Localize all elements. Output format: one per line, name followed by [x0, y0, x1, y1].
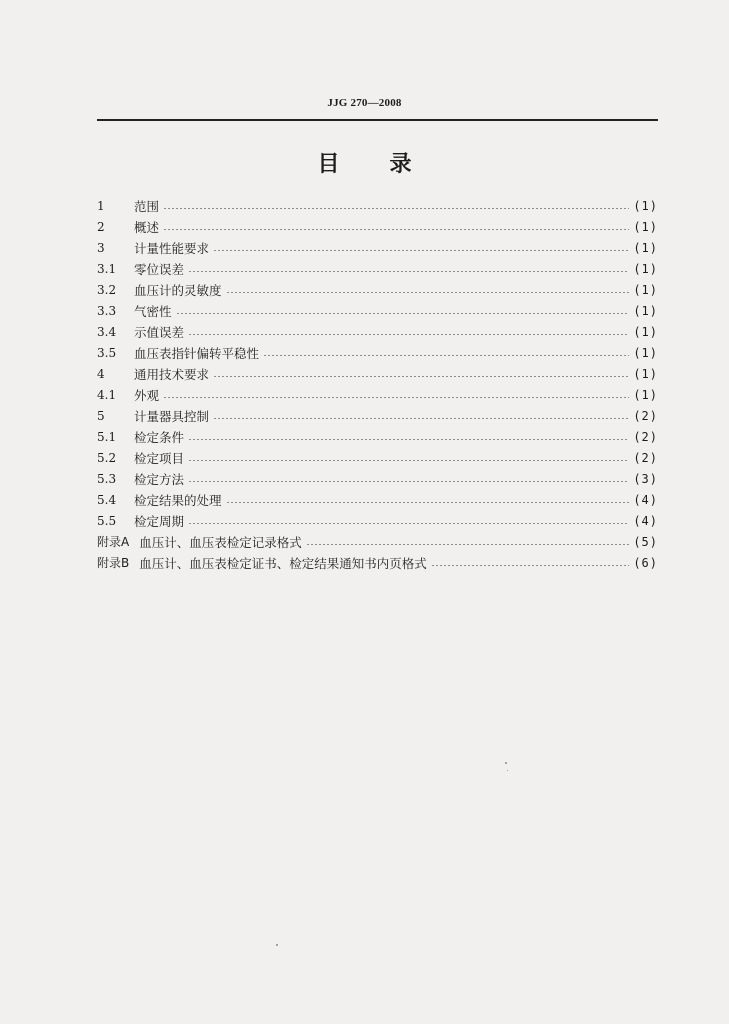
toc-entry-number: 5.2	[97, 450, 117, 465]
toc-entry-title: 气密性	[134, 303, 172, 319]
toc-entry[interactable]	[97, 405, 658, 426]
toc-entry-title: 概述	[134, 219, 160, 235]
toc-entry[interactable]	[97, 447, 658, 468]
toc-entry-page: (1)	[633, 219, 658, 234]
toc-entry-number: 4	[97, 366, 105, 381]
toc-entry-title: 检定周期	[134, 513, 185, 529]
toc-entry-title: 血压计的灵敏度	[134, 282, 222, 298]
toc-leader-dots	[188, 439, 629, 440]
toc-entry-page: (1)	[633, 366, 658, 381]
toc-entry-title: 零位误差	[134, 261, 185, 277]
toc-entry-page: (1)	[633, 303, 658, 318]
toc-entry-page: (2)	[633, 408, 658, 423]
toc-entry[interactable]	[97, 342, 658, 363]
toc-leader-dots	[188, 334, 629, 335]
toc-entry-number: 3	[97, 240, 105, 255]
toc-leader-dots	[431, 565, 630, 566]
document-code: JJG 270—2008	[327, 97, 402, 109]
scan-speck	[276, 944, 278, 946]
toc-entry-page: (1)	[633, 240, 658, 255]
toc-entry-title: 计量器具控制	[134, 408, 210, 424]
toc-appendix-entry[interactable]	[97, 531, 658, 552]
toc-entry-number: 3.3	[97, 303, 117, 318]
toc-entry-number: 5	[97, 408, 105, 423]
toc-entry-page: (1)	[633, 324, 658, 339]
toc-appendix-page: (6)	[633, 555, 658, 570]
toc-leader-dots	[306, 544, 630, 545]
toc-entry[interactable]	[97, 468, 658, 489]
toc-entry-title: 检定结果的处理	[134, 492, 222, 508]
toc-entry-page: (2)	[633, 429, 658, 444]
toc-appendix-number: 附录A	[97, 535, 130, 549]
toc-appendix-number: 附录B	[97, 556, 130, 570]
toc-entry[interactable]	[97, 300, 658, 321]
toc-entry-title: 外观	[134, 387, 160, 403]
toc-leader-dots	[213, 418, 629, 419]
toc-entry-page: (1)	[633, 198, 658, 213]
toc-entry[interactable]	[97, 216, 658, 237]
toc-entry-page: (1)	[633, 261, 658, 276]
toc-leader-dots	[213, 376, 629, 377]
toc-entry-number: 5.3	[97, 471, 117, 486]
toc-entry[interactable]	[97, 321, 658, 342]
toc-entry-page: (1)	[633, 282, 658, 297]
page-title	[0, 147, 729, 178]
toc-entry[interactable]	[97, 195, 658, 216]
toc-leader-dots	[188, 271, 629, 272]
toc-leader-dots	[226, 502, 630, 503]
toc-entry[interactable]	[97, 258, 658, 279]
toc-entry-title: 计量性能要求	[134, 240, 210, 256]
toc-leader-dots	[263, 355, 629, 356]
table-of-contents	[97, 195, 658, 573]
toc-entry-number: 5.1	[97, 429, 117, 444]
toc-entry-title: 血压表指针偏转平稳性	[134, 345, 260, 361]
toc-entry[interactable]	[97, 426, 658, 447]
toc-leader-dots	[188, 481, 629, 482]
toc-entry[interactable]	[97, 363, 658, 384]
toc-entry[interactable]	[97, 237, 658, 258]
toc-entry-page: (4)	[633, 513, 658, 528]
toc-entry-page: (1)	[633, 387, 658, 402]
toc-entry-title: 通用技术要求	[134, 366, 210, 382]
toc-entry-page: (3)	[633, 471, 658, 486]
toc-appendix-title: 血压计、血压表检定证书、检定结果通知书内页格式	[139, 555, 427, 571]
toc-appendix-title: 血压计、血压表检定记录格式	[139, 534, 302, 550]
toc-leader-dots	[226, 292, 630, 293]
toc-leader-dots	[163, 208, 629, 209]
toc-entry-title: 范围	[134, 198, 160, 214]
toc-entry-page: (1)	[633, 345, 658, 360]
toc-entry-title: 检定项目	[134, 450, 185, 466]
toc-entry-page: (4)	[633, 492, 658, 507]
title-char-2: 录	[389, 152, 412, 177]
toc-entry-page: (2)	[633, 450, 658, 465]
toc-entry-title: 检定条件	[134, 429, 185, 445]
toc-entry-number: 3.2	[97, 282, 117, 297]
scan-speck	[507, 770, 508, 771]
toc-entry[interactable]	[97, 279, 658, 300]
toc-entry-number: 4.1	[97, 387, 117, 402]
toc-entry-number: 1	[97, 198, 105, 213]
toc-leader-dots	[213, 250, 629, 251]
toc-appendix-entry[interactable]	[97, 552, 658, 573]
toc-entry-number: 2	[97, 219, 105, 234]
toc-entry-number: 3.5	[97, 345, 117, 360]
toc-entry-title: 示值误差	[134, 324, 185, 340]
header-rule	[97, 119, 658, 121]
title-char-1: 目	[317, 152, 340, 177]
toc-entry[interactable]	[97, 510, 658, 531]
scan-speck	[505, 762, 507, 764]
toc-entry-number: 3.1	[97, 261, 117, 276]
toc-entry[interactable]	[97, 489, 658, 510]
toc-leader-dots	[188, 460, 629, 461]
toc-entry-number: 5.5	[97, 513, 117, 528]
toc-appendix-page: (5)	[633, 534, 658, 549]
toc-leader-dots	[188, 523, 629, 524]
toc-entry-number: 3.4	[97, 324, 117, 339]
toc-leader-dots	[176, 313, 630, 314]
toc-leader-dots	[163, 229, 629, 230]
toc-entry-number: 5.4	[97, 492, 117, 507]
toc-entry-title: 检定方法	[134, 471, 185, 487]
toc-leader-dots	[163, 397, 629, 398]
toc-entry[interactable]	[97, 384, 658, 405]
